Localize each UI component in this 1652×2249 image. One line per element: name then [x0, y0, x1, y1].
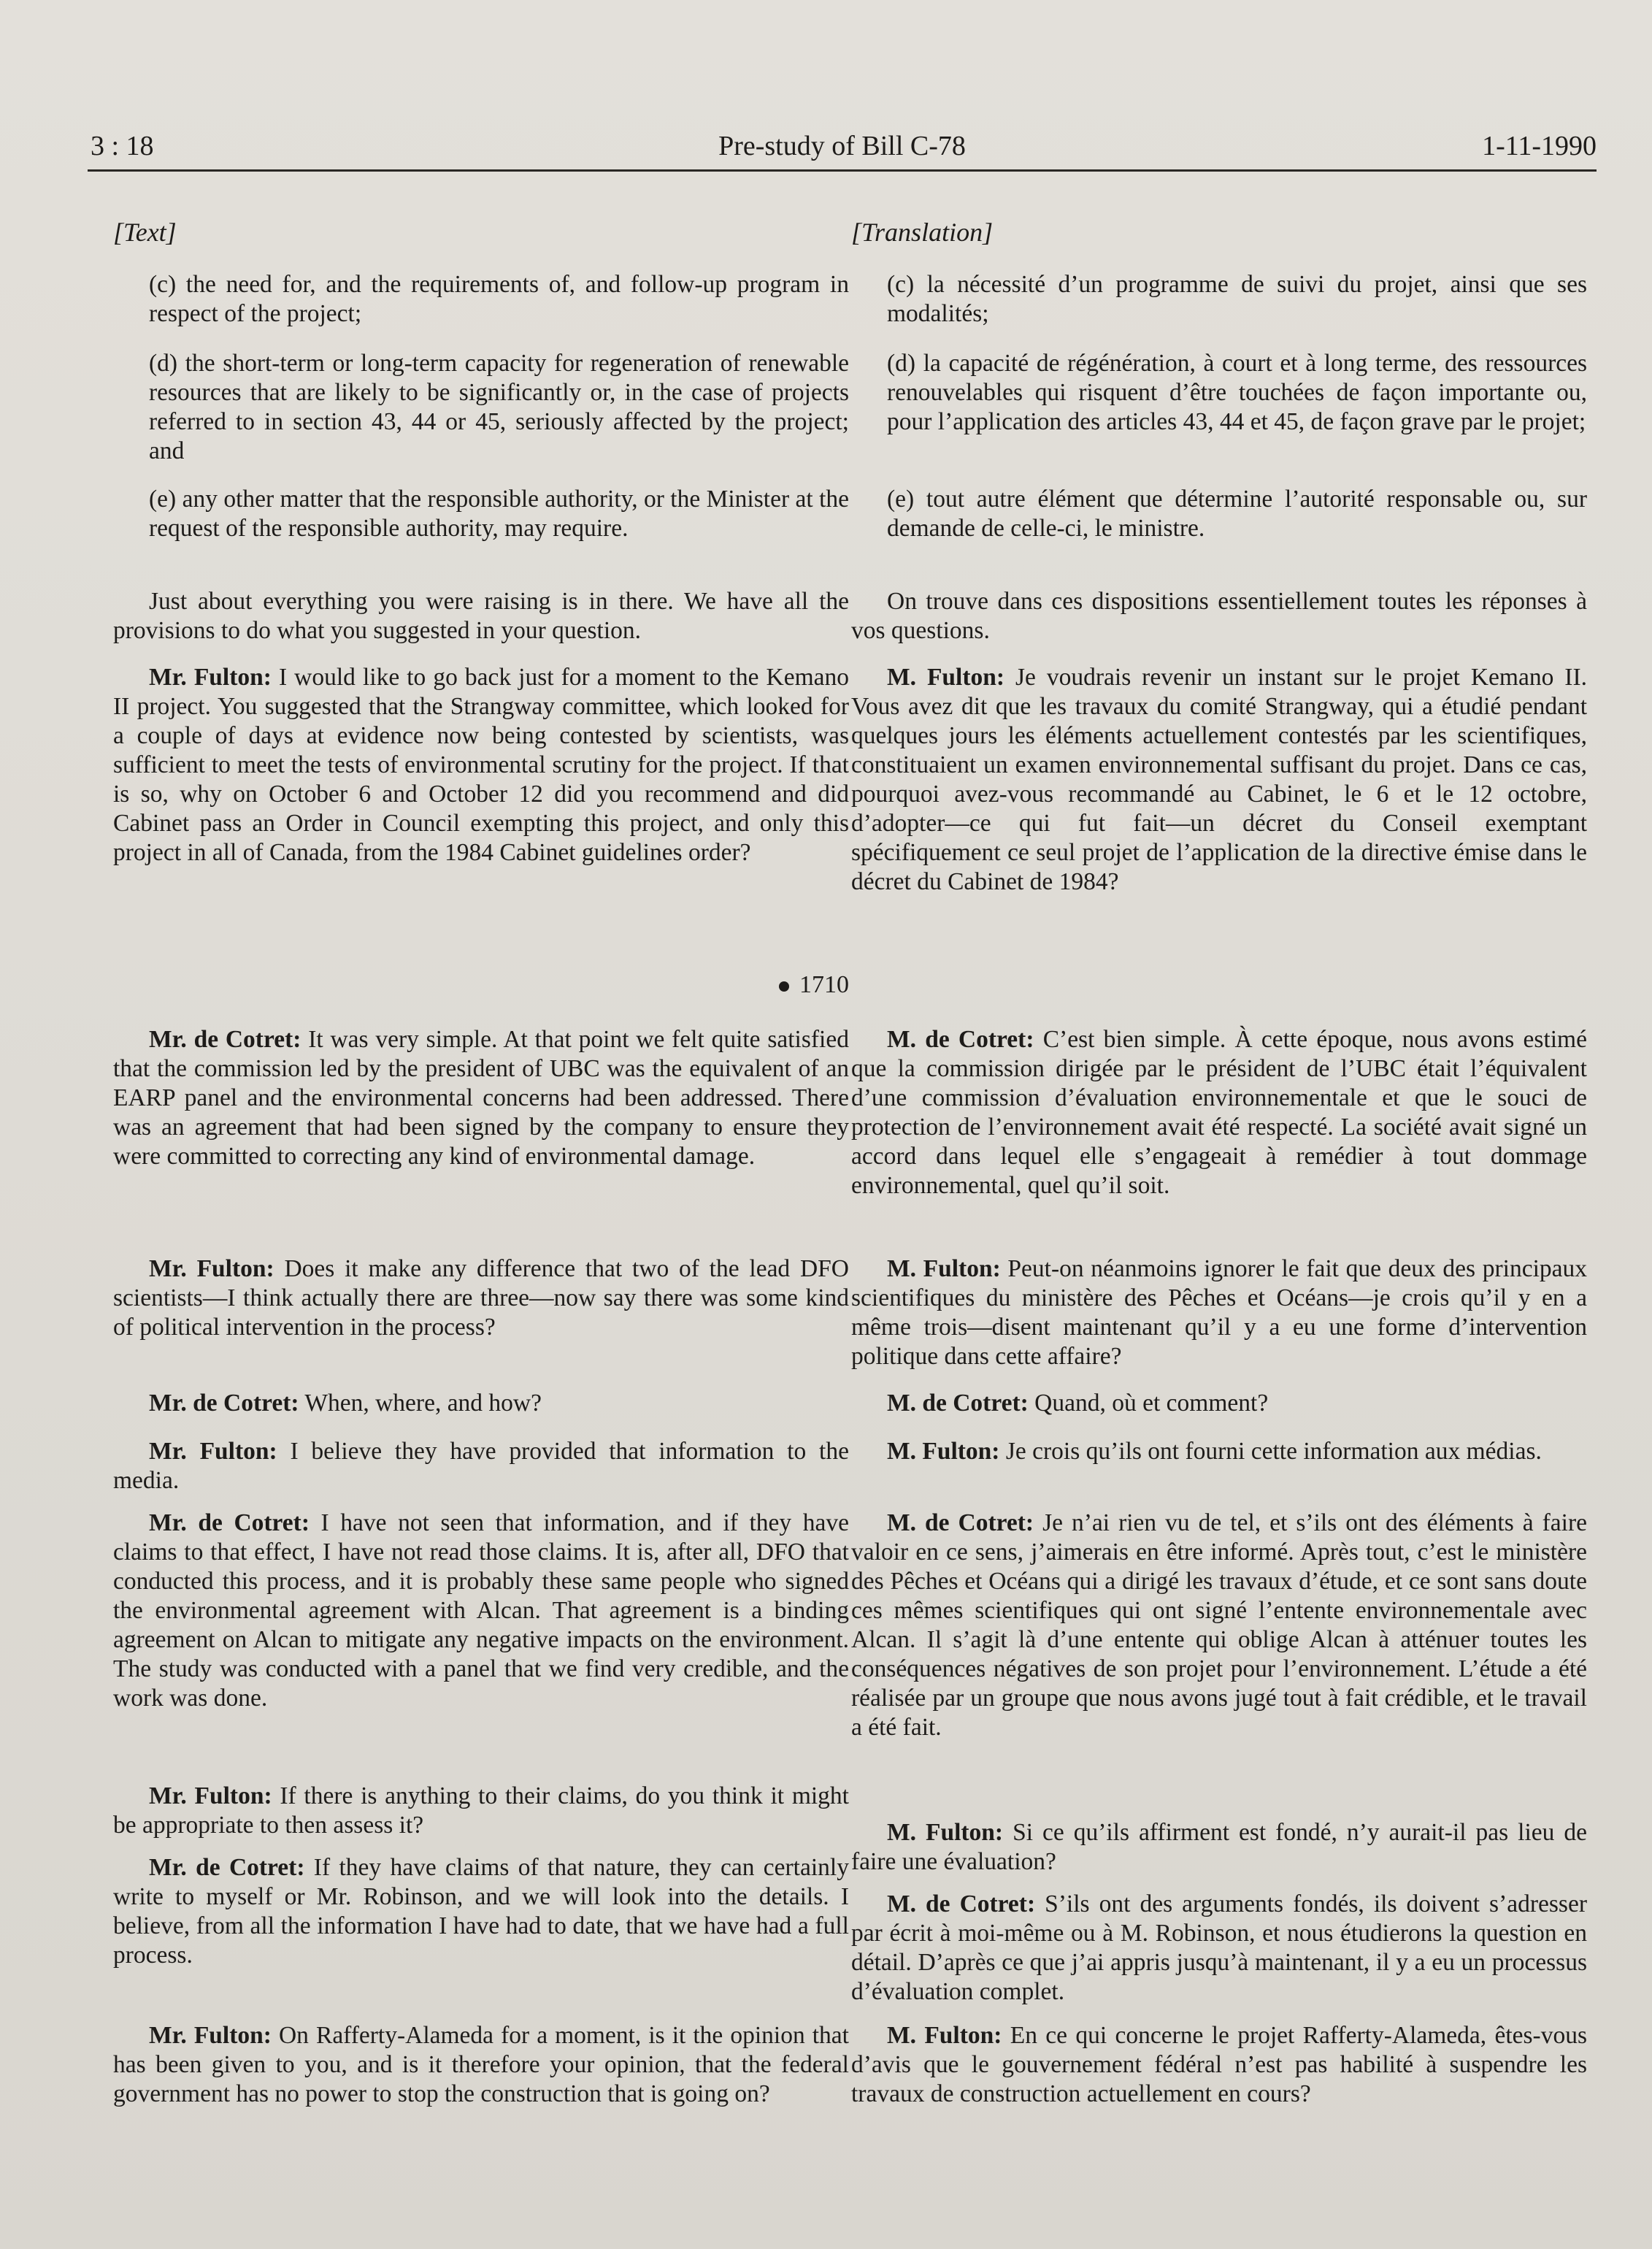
speaker-name: Mr. de Cotret: [149, 1509, 310, 1536]
speaker-name: M. Fulton: [887, 664, 1005, 691]
speaker-name: Mr. Fulton: [149, 2022, 272, 2049]
speech-text: I would like to go back just for a moment to the Kemano II project. You suggested that the Strangway committee, which looked for a couple of days at evidence now being contested by scientists, was sufficient to meet the tests of environmental scrutiny for the project. If that is so, why on October 6 and October 12 did you recommend and did Cabinet pass an Order in Council exempting this project, and only this project in all of Canada, from the 1984 Cabinet guidelines order? [113, 664, 850, 866]
document-date: 1-11-1990 [1482, 131, 1597, 161]
paragraph-decotret-simple [851, 1025, 1587, 1200]
paragraph-decotret-simple [113, 1025, 849, 1171]
page-header [88, 126, 1597, 172]
paragraph-fulton-dfo [113, 1254, 849, 1342]
paragraph-fulton-dfo [851, 1254, 1587, 1371]
speaker-name: M. Fulton: [887, 2022, 1002, 2049]
speaker-name: M. de Cotret: [887, 1509, 1034, 1536]
speech-text: C’est bien simple. À cette époque, nous avons estimé que la commission dirigée par le président de l’UBC était l’équivalent d’une commission d’évaluation environnementale et que le souci de protection de l’environnement avait été respecté. La société avait signé un accord dans lequel elle s’engageait à remédier à tout dommage environnemental, quel qu’il soit. [851, 1026, 1587, 1199]
french-column [851, 212, 1587, 2107]
list-item-d: (d) the short-term or long-term capacity for regeneration of renewable resources that are likely to be significantly or, in the case of projects referred to in section 43, 44 or 45, seriously affected by the project; and [149, 350, 849, 464]
time-marker [779, 971, 849, 999]
paragraph-fulton-rafferty [851, 2021, 1587, 2109]
paragraph-decotret-write [113, 1853, 849, 1970]
paragraph-fulton-media [113, 1437, 849, 1495]
paragraph-answer: Just about everything you were raising is in there. We have all the provisions to do what you suggested in your question. [113, 588, 849, 644]
speaker-name: M. Fulton: [887, 1819, 1004, 1846]
speaker-name: M. Fulton: [887, 1438, 1000, 1465]
bullet-icon [779, 981, 789, 992]
document-title: Pre-study of Bill C-78 [718, 131, 966, 161]
paragraph-fulton-assess [851, 1818, 1587, 1877]
speech-text: S’ils ont des arguments fondés, ils doivent s’adresser par écrit à moi-même ou à M. Robinson, et nous étudierons la question en détail. D’après ce que j’ai appris jusqu’à maintenant, il y a eu un processus d’évaluation complet. [851, 1890, 1587, 2005]
paragraph-fulton-rafferty [113, 2021, 849, 2109]
speech-text: Je voudrais revenir un instant sur le projet Kemano II. Vous avez dit que les travaux du comité Strangway, qui a étudié pendant quelques jours les éléments actuellement contestés par les scientifiques, constituaient un examen environnemental suffisant du projet. Dans ce cas, pourquoi avez-vous recommandé au Cabinet, le 6 et le 12 octobre, d’adopter—ce qui fut fait—un décret du Conseil exemptant spécifiquement ce seul projet de l’application de la directive émise dans le décret du Cabinet de 1984? [851, 664, 1587, 895]
speech-text: On Rafferty-Alameda for a moment, is it the opinion that has been given to you, and is it therefore your opinion, that the federal government has no power to stop the construction that is going on? [113, 2022, 849, 2107]
speech-text: I believe they have provided that information to the media. [113, 1438, 849, 1494]
paragraph-fulton-kemano [113, 663, 849, 867]
paragraph-fulton-kemano [851, 663, 1587, 897]
speech-text: If they have claims of that nature, they can certainly write to myself or Mr. Robinson, and we will look into the details. I believe, from all the information I have had to date, that we have had a full process. [113, 1854, 849, 1969]
speech-text: Je crois qu’ils ont fourni cette information aux médias. [999, 1438, 1542, 1465]
list-item-c: (c) la nécessité d’un programme de suivi du projet, ainsi que ses modalités; [887, 271, 1587, 327]
speech-text: Does it make any difference that two of the lead DFO scientists—I think actually there are three—now say there was some kind of political intervention in the process? [113, 1255, 849, 1341]
speech-text: Quand, où et comment? [1028, 1390, 1269, 1417]
speaker-name: Mr. Fulton: [149, 1255, 274, 1282]
paragraph-fulton-media [851, 1437, 1587, 1466]
speaker-name: Mr. Fulton: [149, 664, 272, 691]
speech-text: It was very simple. At that point we felt quite satisfied that the commission led by the president of UBC was the equivalent of an EARP panel and the environmental concerns had been addressed. There was an agreement that had been signed by the company to ensure they were committed to correcting any kind of environmental damage. [113, 1026, 849, 1170]
paragraph-fulton-assess [113, 1782, 849, 1840]
time-marker-text: 1710 [799, 971, 849, 998]
page-number: 3 : 18 [91, 131, 154, 161]
speech-text: En ce qui concerne le projet Rafferty-Alameda, êtes-vous d’avis que le gouvernement fédéral n’est pas habilité à suspendre les travaux de construction actuellement en cours? [851, 2022, 1587, 2107]
speaker-name: Mr. Fulton: [149, 1782, 272, 1809]
paragraph-decotret-when [851, 1389, 1587, 1418]
speech-text: When, where, and how? [299, 1390, 542, 1417]
list-item-e: (e) any other matter that the responsible authority, or the Minister at the request of the responsible authority, may require. [149, 486, 849, 542]
speech-text: Peut-on néanmoins ignorer le fait que deux des principaux scientifiques du ministère des Pêches et Océans—je crois qu’il y en a même trois—disent maintenant qu’il y a eu une forme d’intervention politique dans cette affaire? [851, 1255, 1587, 1370]
paragraph-decotret-write [851, 1890, 1587, 2007]
speech-text: I have not seen that information, and if they have claims to that effect, I have not read those claims. It is, after all, DFO that conducted this process, and it is probably these same people who signed the environmental agreement with Alcan. That agreement is a binding agreement on Alcan to mitigate any negative impacts on the environment. The study was conducted with a panel that we find very credible, and the work was done. [113, 1509, 849, 1712]
speech-text: Je n’ai rien vu de tel, et s’ils ont des éléments à faire valoir en ce sens, j’aimerais en être informé. Après tout, c’est le ministère des Pêches et Océans qui a dirigé les travaux d’étude, et ce sont sans doute ces mêmes scientifiques qui ont signé l’entente environnementale avec Alcan. Il s’agit là d’une entente qui oblige Alcan à atténuer toutes les conséquences négatives de son projet pour l’environnement. L’étude a été réalisée par un groupe que nous avons jugé tout à fait crédible, et le travail a été fait. [851, 1509, 1587, 1741]
speech-text: If there is anything to their claims, do you think it might be appropriate to then assess it? [113, 1782, 849, 1839]
speech-text: Si ce qu’ils affirment est fondé, n’y aurait-il pas lieu de faire une évaluation? [851, 1819, 1587, 1875]
english-column [113, 212, 850, 2107]
speaker-name: M. Fulton: [887, 1255, 1001, 1282]
paragraph-decotret-when [113, 1389, 849, 1418]
speaker-name: M. de Cotret: [887, 1390, 1029, 1417]
column-label-text: [Text] [113, 218, 177, 247]
speaker-name: Mr. de Cotret: [149, 1854, 305, 1881]
paragraph-decotret-notseen [851, 1509, 1587, 1742]
list-item-d: (d) la capacité de régénération, à court et à long terme, des ressources renouvelables qui risquent d’être touchées de façon importante ou, pour l’application des articles 43, 44 et 45, de façon grave par le projet; [887, 350, 1587, 435]
speaker-name: M. de Cotret: [887, 1026, 1034, 1053]
list-item-e: (e) tout autre élément que détermine l’autorité responsable ou, sur demande de celle-ci, le ministre. [887, 486, 1587, 542]
paragraph-decotret-notseen [113, 1509, 849, 1713]
speaker-name: Mr. Fulton: [149, 1438, 277, 1465]
list-item-c: (c) the need for, and the requirements of, and follow-up program in respect of the project; [149, 271, 849, 327]
speaker-name: Mr. de Cotret: [149, 1390, 299, 1417]
paragraph-answer: On trouve dans ces dispositions essentiellement toutes les réponses à vos questions. [851, 588, 1587, 644]
speaker-name: M. de Cotret: [887, 1890, 1036, 1917]
speaker-name: Mr. de Cotret: [149, 1026, 301, 1053]
column-label-translation: [Translation] [851, 218, 994, 247]
